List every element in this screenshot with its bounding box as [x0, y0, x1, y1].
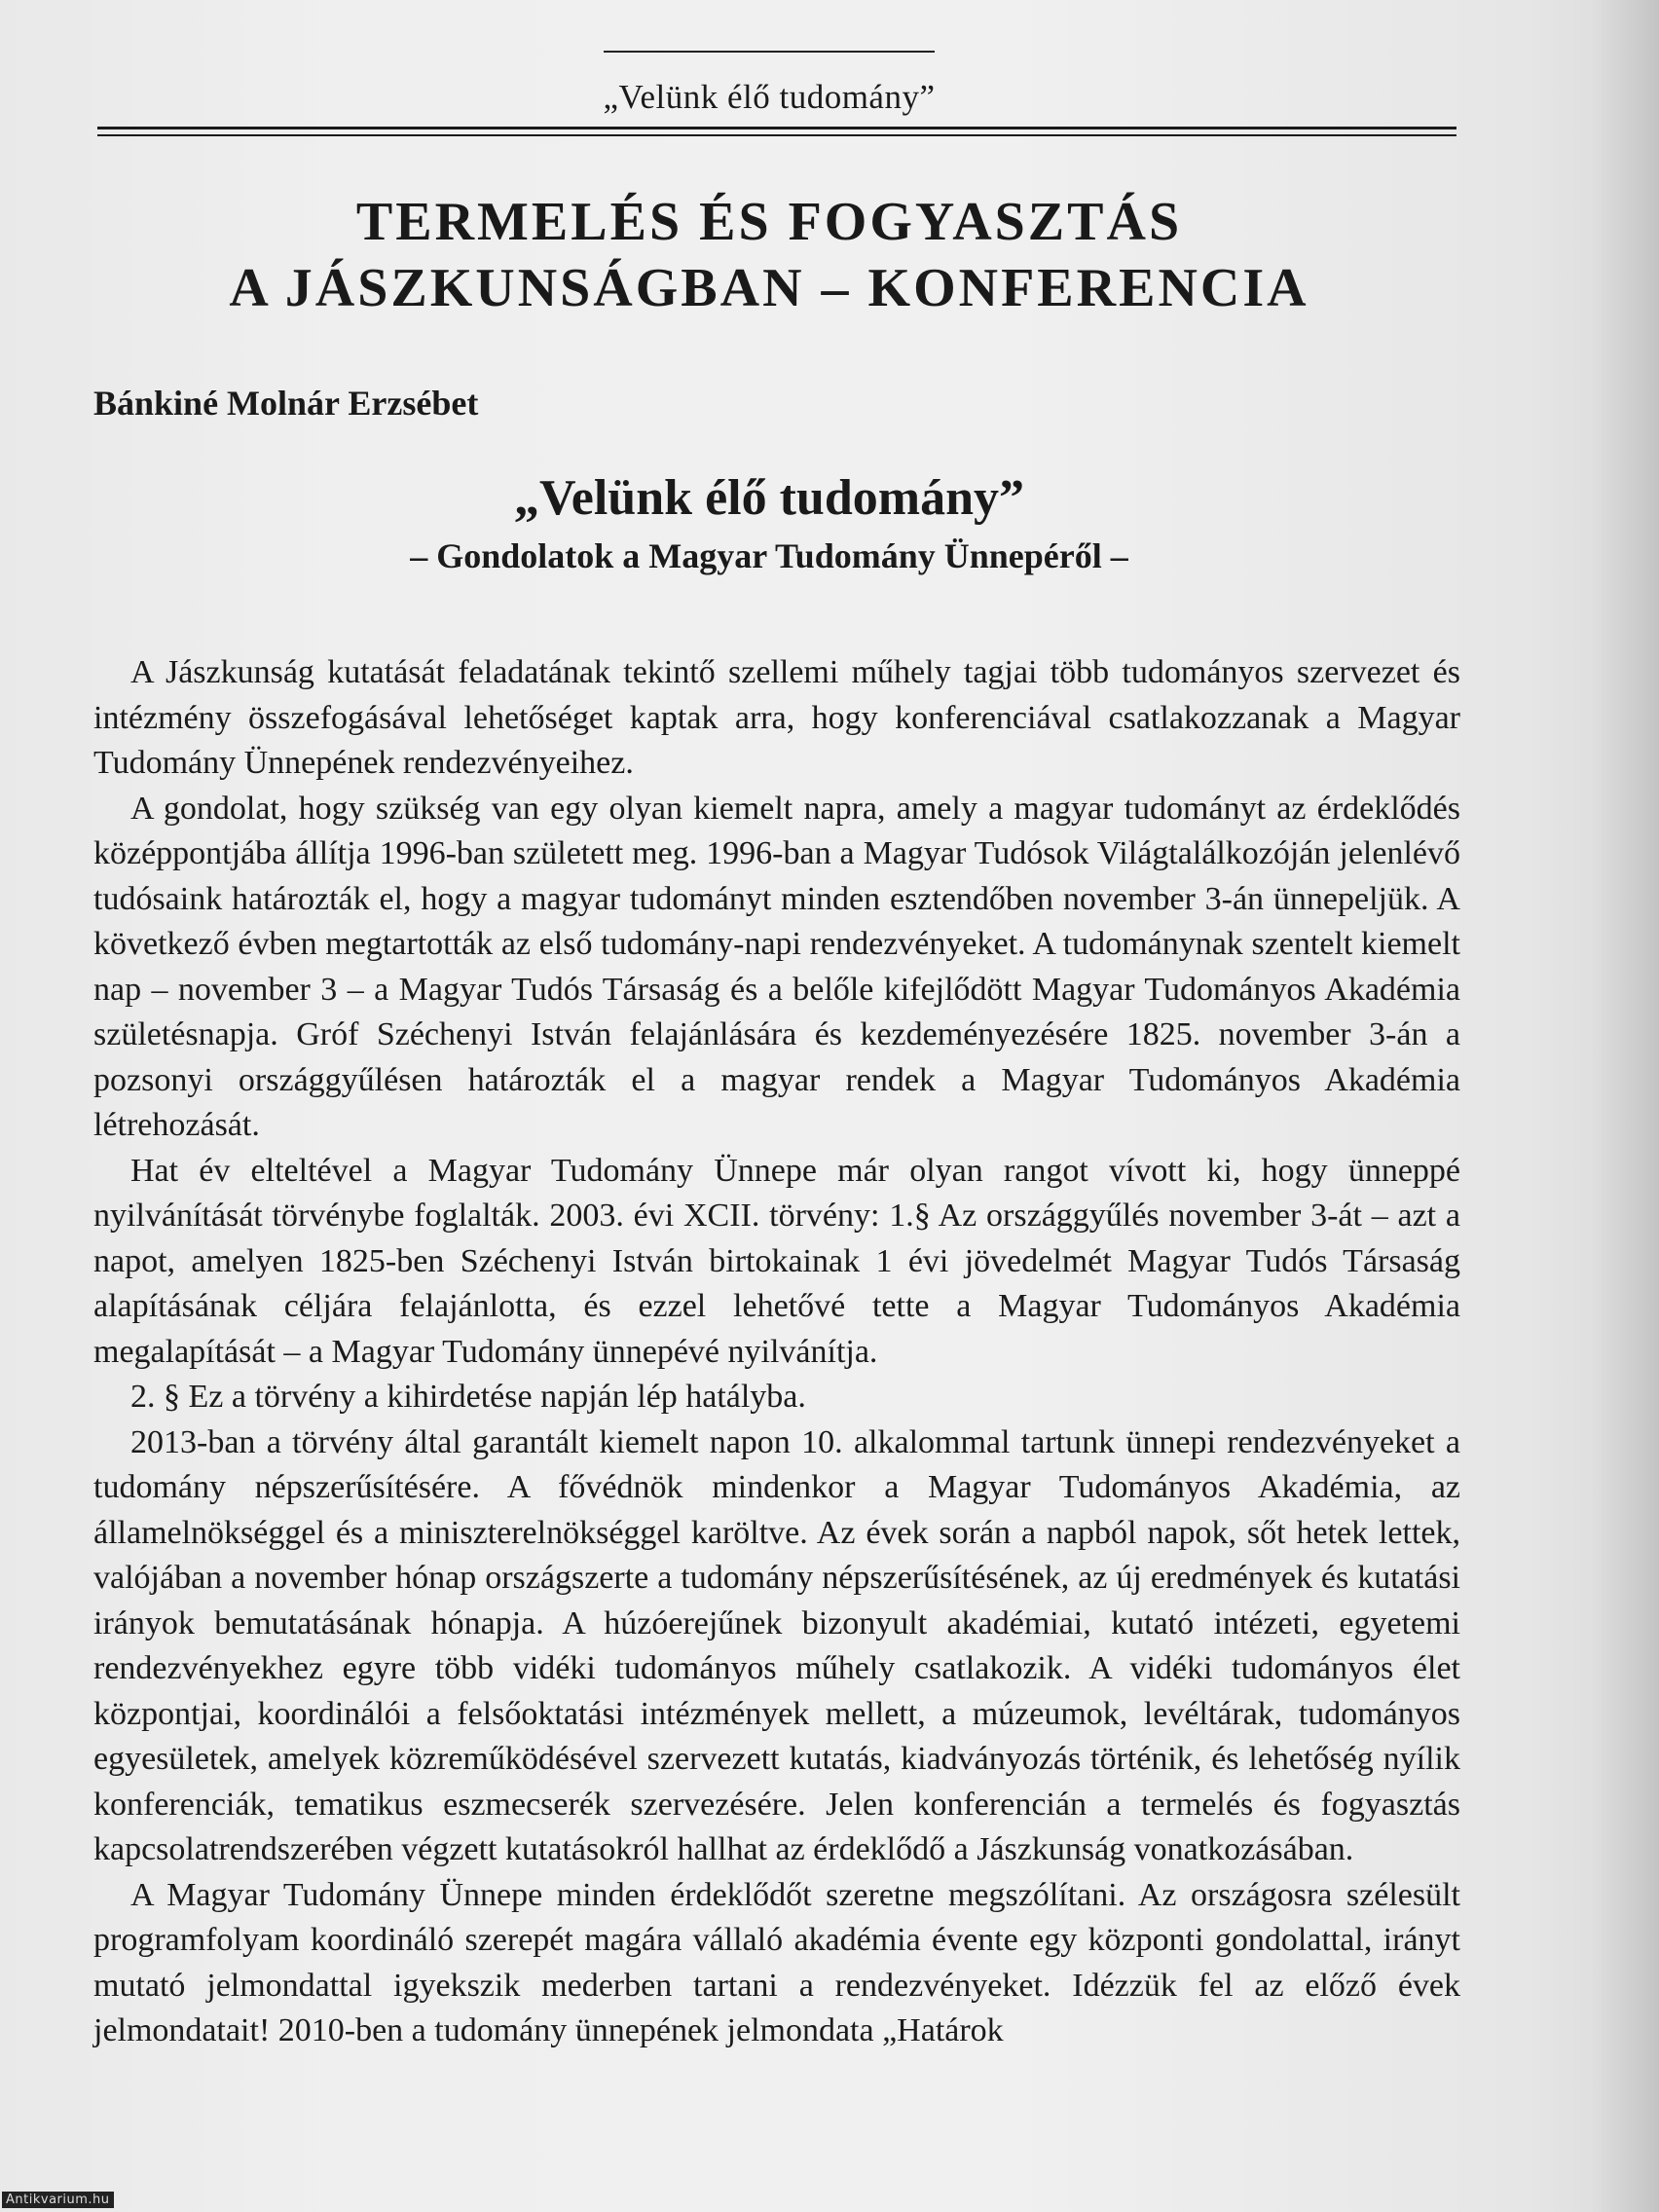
- section-title: [0, 189, 1538, 321]
- paragraph: 2013-ban a törvény által garantált kiemelt napon 10. alkalommal tartunk ünnepi rendezvényeket a tudomány népszerűsítésére. A fővédnök mindenkor a Magyar Tudományos Akadémia, az államelnökséggel és a miniszterelnökséggel karöltve. Az évek során a napból napok, sőt hetek lettek, valójában a november hónap országszerte a tudomány népszerűsítésének, az új eredmények és kutatási irányok bemutatásának hónapja. A húzóerejűnek bizonyult akadémiai, kutató intézeti, egyetemi rendezvényekhez egyre több vidéki tudományos műhely csatlakozik. A vidéki tudományos élet központjai, koordinálói a felsőoktatási intézmények mellett, a múzeumok, levéltárak, tudományos egyesületek, amelyek közreműködésével szervezett kutatás, kiadványozás történik, és lehetőség nyílik konferenciák, tematikus eszmecserék szervezésére. Jelen konferencián a termelés és fogyasztás kapcsolatrendszerében végzett kutatásokról hallhat az érdeklődő a Jászkunság vonatkozásában.: [93, 1423, 1460, 1867]
- top-short-rule: [604, 51, 935, 53]
- paragraph: A Magyar Tudomány Ünnepe minden érdeklődőt szeretne megszólítani. Az országosra szélesült programfolyam koordináló szerepét magára vállaló akadémia évente egy központi gondolattal, irányt mutató jelmondattal igyekszik mederben tartani a rendezvényeket. Idézzük fel az előző évek jelmondatait! 2010-ben a tudomány ünnepének jelmondata „Határok: [93, 1876, 1460, 2048]
- header-rule-thin: [97, 134, 1456, 136]
- article-body: [93, 650, 1460, 2054]
- section-title-line-2: A JÁSZKUNSÁGBAN – KONFERENCIA: [229, 258, 1309, 318]
- paragraph: Hat év elteltével a Magyar Tudomány Ünnepe már olyan rangot vívott ki, hogy ünneppé nyilvánítását törvénybe foglalták. 2003. évi XCII. törvény: 1.§ Az országgyűlés november 3-át – azt a napot, amelyen 1825-ben Széchenyi István birtokainak 1 évi jövedelmét Magyar Tudós Társaság alapításának céljára felajánlotta, és ezzel lehetővé tette a Magyar Tudományos Akadémia megalapítását – a Magyar Tudomány ünnepévé nyilvánítja.: [93, 1152, 1460, 1370]
- page-edge-shadow: [1591, 0, 1659, 2212]
- header-rule: [97, 127, 1456, 129]
- running-head: „Velünk élő tudomány”: [603, 78, 936, 116]
- author-name: Bánkiné Molnár Erzsébet: [93, 384, 479, 423]
- article-title: „Velünk élő tudomány”: [514, 470, 1024, 526]
- paragraph: 2. § Ez a törvény a kihirdetése napján lép hatályba.: [130, 1379, 806, 1415]
- section-title-line-1: TERMELÉS ÉS FOGYASZTÁS: [355, 192, 1183, 252]
- paragraph: A Jászkunság kutatását feladatának tekintő szellemi műhely tagjai több tudományos szervezet és intézmény összefogásával lehetőséget kaptak arra, hogy konferenciával csatlakozzanak a Magyar Tudomány Ünnepének rendezvényeihez.: [93, 654, 1460, 781]
- article-subtitle: – Gondolatok a Magyar Tudomány Ünnepéről –: [410, 536, 1128, 575]
- paragraph: A gondolat, hogy szükség van egy olyan kiemelt napra, amely a magyar tudományt az érdeklődés középpontjába állítja 1996-ban született meg. 1996-ban a Magyar Tudósok Világtalálkozóján jelenlévő tudósaink határozták el, hogy a magyar tudományt minden esztendőben november 3-án ünnepeljük. A következő évben megtartották az első tudomány-napi rendezvényeket. A tudománynak szentelt kiemelt nap – november 3 – a Magyar Tudós Társaság és a belőle kifejlődött Magyar Tudományos Akadémia születésnapja. Gróf Széchenyi István felajánlására és kezdeményezésére 1825. november 3-án a pozsonyi országgyűlésen határozták el a magyar rendek a Magyar Tudományos Akadémia létrehozását.: [93, 790, 1460, 1143]
- watermark: Antikvarium.hu: [2, 2192, 114, 2208]
